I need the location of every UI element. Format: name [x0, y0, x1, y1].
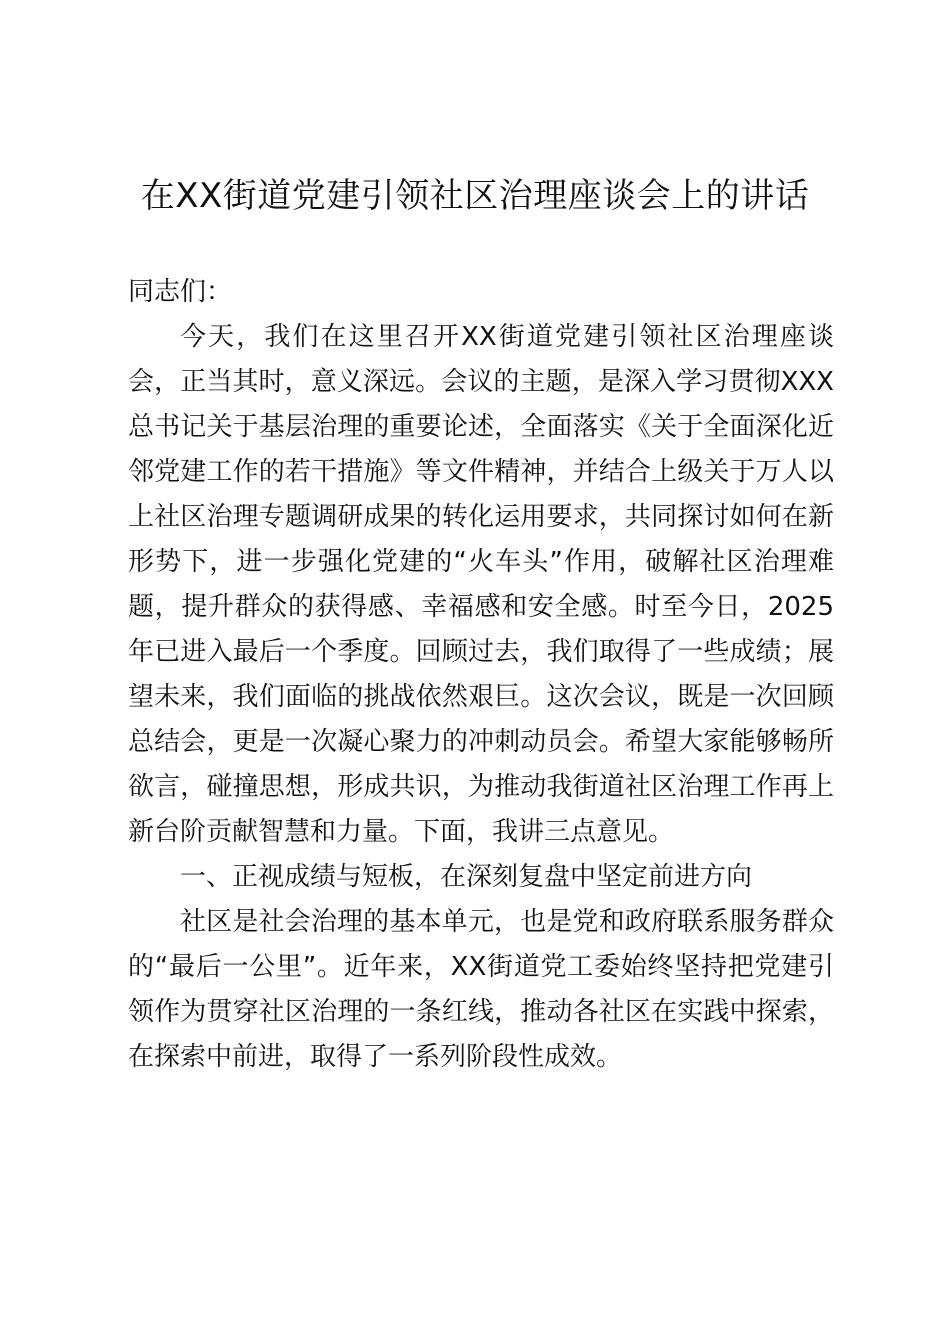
section-paragraph: 社区是社会治理的基本单元，也是党和政府联系服务群众的“最后一公里”。近年来，XX街道党工委始终坚持把党建引领作为贯穿社区治理的一条红线，推动各社区在实践中探索，在探索中前进，取得了一系列阶段性成效。: [128, 907, 834, 1072]
section-heading: 一、正视成绩与短板，在深刻复盘中坚定前进方向: [180, 862, 753, 892]
salutation: 同志们：: [128, 277, 233, 307]
document-body: [128, 270, 834, 1080]
document-title: 在XX街道党建引领社区治理座谈会上的讲话: [140, 176, 810, 216]
intro-paragraph: 今天，我们在这里召开XX街道党建引领社区治理座谈会，正当其时，意义深远。会议的主题，是深入学习贯彻XXX总书记关于基层治理的重要论述，全面落实《关于全面深化近邻党建工作的若干措施》等文件精神，并结合上级关于万人以上社区治理专题调研成果的转化运用要求，共同探讨如何在新形势下，进一步强化党建的“火车头”作用，破解社区治理难题，提升群众的获得感、幸福感和安全感。时至今日，2025年已进入最后一个季度。回顾过去，我们取得了一些成绩；展望未来，我们面临的挑战依然艰巨。这次会议，既是一次回顾总结会，更是一次凝心聚力的冲刺动员会。希望大家能够畅所欲言，碰撞思想，形成共识，为推动我街道社区治理工作再上新台阶贡献智慧和力量。下面，我讲三点意见。: [128, 322, 834, 847]
